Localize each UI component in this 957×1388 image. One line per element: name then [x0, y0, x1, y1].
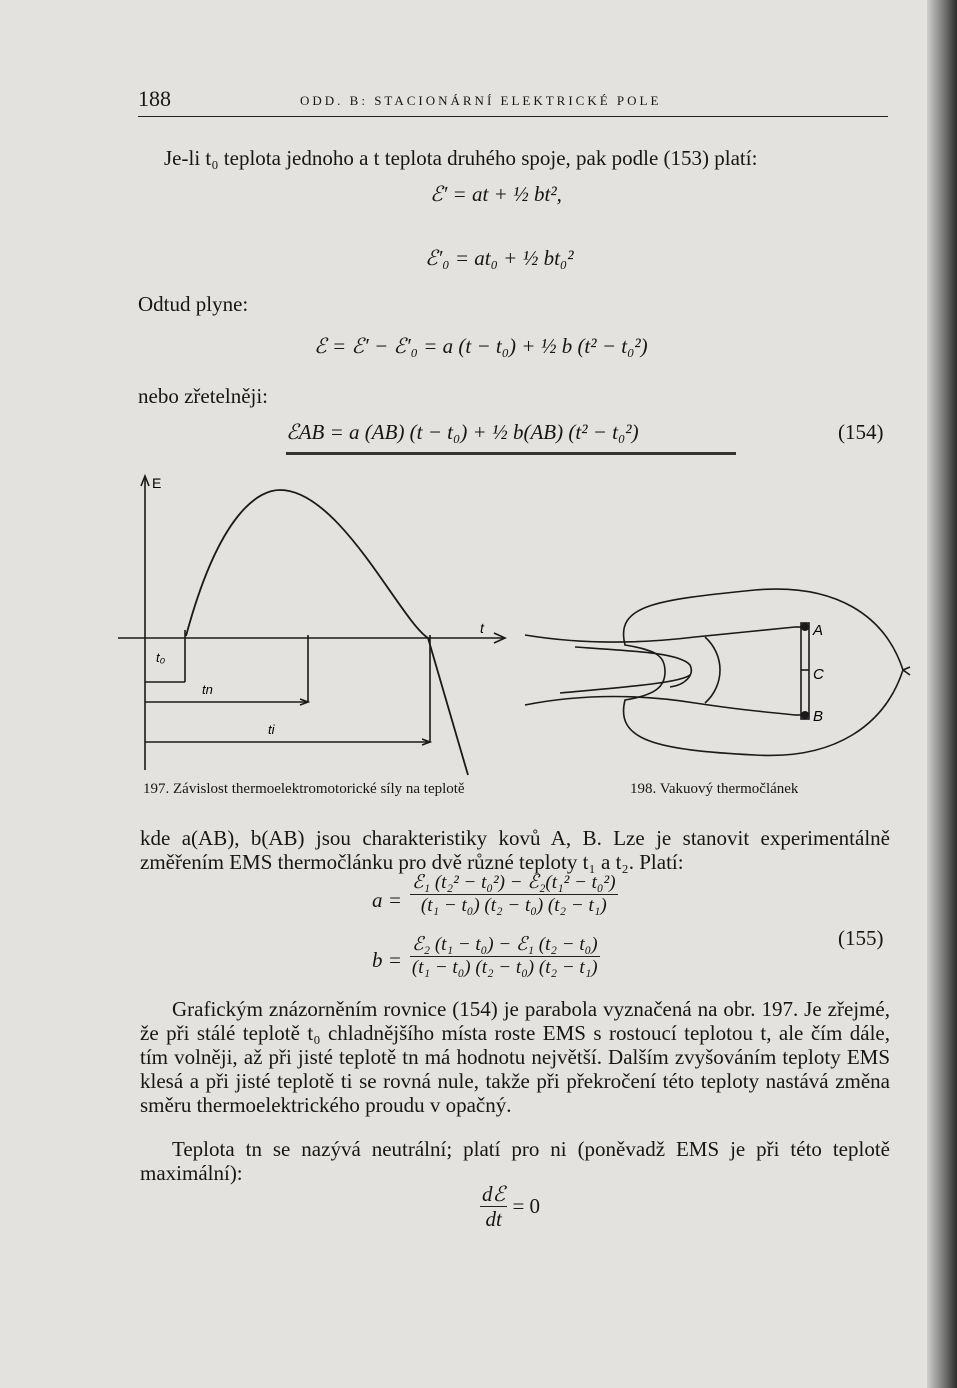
parabola-curve	[186, 490, 468, 775]
figure-197-parabola	[110, 470, 530, 780]
intro-text: Je-li t₀ teplota jednoho a t teplota druhého spoje, pak podle (153) platí:	[164, 146, 758, 170]
axis-y-label: E	[152, 475, 162, 491]
label-t0: t₀	[156, 650, 166, 665]
label-b: B	[813, 708, 824, 725]
paragraph-graficky	[140, 997, 890, 1117]
junction-a	[801, 623, 809, 631]
equation-154-underline	[286, 452, 736, 455]
equation-emf-difference: ℰ = ℰ′ − ℰ′₀ = a (t − t₀) + ½ b (t² − t₀²)	[314, 334, 648, 358]
equation-155-a-denominator: (t₁ − t₀) (t₂ − t₀) (t₂ − t₁)	[420, 894, 607, 916]
derivative-rhs: = 0	[512, 1194, 541, 1219]
junction-b	[801, 711, 809, 719]
label-nebo-zretelneji: nebo zřetelněji:	[138, 384, 269, 408]
equation-155-a-numerator: ℰ₁ (t₂² − t₀²) − ℰ₂(t₁² − t₀²)	[412, 872, 616, 893]
figure-198-caption: 198. Vakuový thermočlánek	[630, 781, 799, 797]
page-edge-shadow	[927, 0, 957, 1388]
paragraph-teplota	[140, 1137, 890, 1185]
equation-155-number: (155)	[838, 926, 884, 950]
label-odtud-plyne: Odtud plyne:	[138, 292, 249, 316]
equation-derivative	[480, 1182, 540, 1231]
derivative-numerator: dℰ	[482, 1182, 506, 1206]
wire-lower-outer	[525, 697, 795, 716]
paragraph-kde	[140, 826, 890, 874]
label-a: A	[813, 622, 824, 639]
equation-155-a-lhs: a =	[372, 888, 402, 912]
wire-upper-outer	[525, 627, 795, 642]
paragraph-graficky-text: Grafickým znázorněním rovnice (154) je parabola vyznačená na obr. 197. Je zřejmé, že při stálé teplotě t₀ chladnějšího místa roste EMS s rostoucí teplotou t, ale čím dále, tím volněji, až při jisté teplotě tn má hodnotu největší. Dalším zvyšováním teploty EMS klesá a při jisté teplotě ti se rovná nule, takže při překročení této teploty nastává změna směru thermoelektrického proudu v opačný.	[140, 997, 890, 1117]
running-head: ODD. B: STACIONÁRNÍ ELEKTRICKÉ POLE	[300, 93, 662, 108]
figure-198-vacuum-thermocouple	[505, 575, 915, 775]
equation-emf-t: ℰ′ = at + ½ bt²,	[430, 182, 562, 206]
label-tn: tn	[202, 682, 213, 697]
equation-155-a-fraction	[410, 872, 618, 917]
derivative-denominator: dt	[485, 1207, 502, 1232]
equation-155-b-lhs: b =	[372, 948, 402, 972]
equation-155-b-fraction	[410, 934, 600, 979]
figure-197-caption: 197. Závislost thermoelektromotorické síly na teplotě	[143, 781, 465, 797]
axis-x-label: t	[480, 620, 484, 636]
label-c: C	[813, 666, 824, 683]
equation-155-b-numerator: ℰ₂ (t₁ − t₀) − ℰ₁ (t₂ − t₀)	[412, 934, 598, 955]
equation-emf-t0: ℰ′₀ = at₀ + ½ bt₀²	[425, 246, 574, 270]
equation-155-b-denominator: (t₁ − t₀) (t₂ − t₀) (t₂ − t₁)	[411, 956, 598, 978]
page-number: 188	[138, 86, 171, 111]
paragraph-kde-text: kde a(AB), b(AB) jsou charakteristiky kovů A, B. Lze je stanovit experimentálně změřením EMS thermočlánku pro dvě různé teploty t₁ a t₂. Platí:	[140, 826, 890, 874]
header-rule	[138, 116, 888, 117]
equation-154: ℰAB = a (AB) (t − t₀) + ½ b(AB) (t² − t₀²)	[286, 420, 639, 444]
label-ti: ti	[268, 722, 275, 737]
thermocouple-element	[801, 623, 809, 719]
glass-bulb	[624, 589, 903, 755]
paragraph-teplota-text: Teplota tn se nazývá neutrální; platí pro ni (poněvadž EMS je při této teplotě maximální):	[140, 1137, 890, 1185]
equation-154-number: (154)	[838, 420, 884, 444]
